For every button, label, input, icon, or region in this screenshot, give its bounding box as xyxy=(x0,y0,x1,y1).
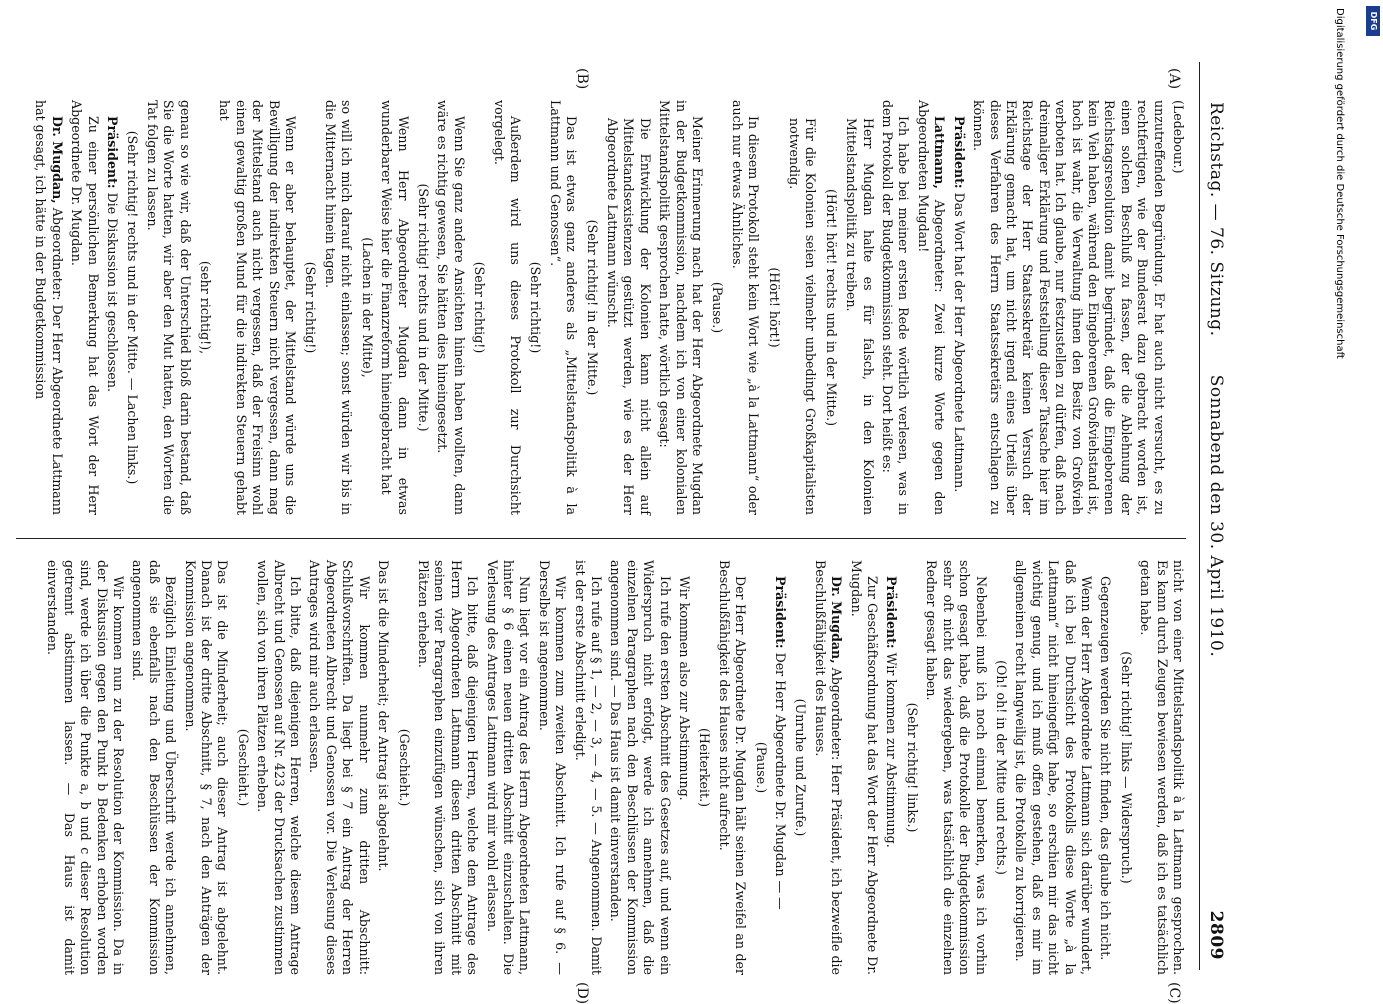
speaker-name: Dr. Mugdan, xyxy=(49,116,65,204)
speech-text: Abgeordneter: Der Herr Abgeordnete Lattmann hat gesagt, ich hätte in der Budgetkommission xyxy=(33,100,65,515)
paragraph: Das ist die Minderheit; der Antrag ist abgelehnt. xyxy=(376,560,392,872)
interjection: (Sehr richtig! rechts und in der Mitte. — Lachen links.) xyxy=(125,130,141,485)
dfg-logo-icon xyxy=(1366,6,1380,36)
speaker-name: Präsident: xyxy=(884,576,900,649)
interjection: (Sehr richtig! links — Widerspruch.) xyxy=(1118,651,1134,884)
running-head xyxy=(1199,62,1228,970)
margin-mark-b: (B) xyxy=(574,68,590,90)
paragraph: Wenn der Herr Abgeordnete Lattmann sich darüber wundert, daß ich bei Durchsicht des Protokolls diese Worte „à la Lattmann“ nicht hineingefügt habe, so erschien mir das nicht wichtig genug, und ich muß offen gestehen, daß es mir im allgemeinen recht langweilig ist, die Protokolle zu korrigieren. xyxy=(1013,560,1094,975)
paragraph: Wir kommen also zur Abstimmung. xyxy=(677,576,693,801)
interjection: (Hört! hört! rechts und in der Mitte.) xyxy=(823,188,839,426)
paragraph: nicht von einer Mittelstandspolitik à la Lattmann gesprochen. Es kann durch Zeugen bewiesen werden, daß ich es tatsächlich getan habe. xyxy=(1138,560,1186,975)
paragraph: Zu einer persönlichen Bemerkung hat das Wort der Herr Abgeordnete Dr. Mugdan. xyxy=(69,100,101,515)
column-divider xyxy=(16,538,1186,539)
paragraph: Meiner Erinnerung nach hat der Herr Abgeordnete Mugdan in der Budgetkommission, nachdem ich von einer kolonialen Mittelstandspolitik gesprochen hatte, wörtlich gesagt: xyxy=(657,100,706,515)
paragraph: Wenn Herr Abgeordneter Mugdan dann in etwas wunderbarer Weise hier die Finanzreform hineingebracht hat xyxy=(379,100,411,515)
speech-text: Der Herr Abgeordnete Dr. Mugdan — — xyxy=(773,652,789,910)
interjection: (Lachen in der Mitte), xyxy=(359,237,375,378)
paragraph: Ich rufe auf § 1, — 2, — 3, — 4, — 5. — Angenommen. Damit ist der erste Abschnitt erledigt. xyxy=(572,560,604,975)
page-number: 2809 xyxy=(1206,910,1226,960)
speech-text: Abgeordneter: Herr Präsident, ich bezweifle die Beschlußfähigkeit des Hauses. xyxy=(812,560,845,975)
speaker-name: Präsident: xyxy=(773,576,789,649)
interjection: (Hört! hört!) xyxy=(766,267,782,348)
paragraph: Ich bitte, daß diejenigen Herren, welche dem Antrage des Herrn Abgeordneten Lattmann diesen dritten Abschnitt mit seinen vier Paragraphen einzufügen wünschen, sich von ihren Plätzen erheben. xyxy=(415,560,481,975)
paragraph: Wir kommen zum zweiten Abschnitt. Ich rufe auf § 6. — Derselbe ist angenommen. xyxy=(536,560,569,975)
paragraph: Wenn Sie ganz andere Ansichten hinein haben wollten, dann wäre es richtig gewesen, Sie hätten dies hineingesetzt. xyxy=(435,100,467,515)
interjection: (Sehr richtig! rechts und in der Mitte.) xyxy=(415,183,431,432)
interjection: (Pause.) xyxy=(753,741,769,794)
quotation: Herr Mugdan halte es für falsch, in den Kolonien Mittelstandspolitik zu treiben. xyxy=(844,118,876,515)
interjection: (sehr richtig!), xyxy=(198,260,214,355)
interjection: (Heiterkeit.) xyxy=(697,728,713,807)
paragraph: unzutreffenden Begründung. Er hat auch nicht versucht, es zu rechtfertigen, wie der Bundesrat dazu gebracht worden ist, einen solchen Beschluß zu fassen, der die Ablehnung der Reichstagsresolution damit begründet, daß die Eingeborenen kein Vieh haben, während den Eingeborenen Großviehstand ist, hoch ist wahr, die Verwaltung ihnen den Besitz von Großvieh verboten hat. Ich glaube, nur festzustellen zu dürfen, daß nach dreimaliger Erklärung und Feststellung dieser Tatsache hier im Reichstage der Herr Staatssekretär keinen Versuch der Erklärung gemacht hat, um nicht irgend eines Urteils über dieses Verfahren des Herrn Staatssekretärs entschlagen zu können. xyxy=(971,100,1167,515)
paragraph: Das ist etwas ganz anderes als „Mittelstandspolitik à la Lattmann und Genossen“. xyxy=(547,100,580,515)
interjection: (Geschieht.) xyxy=(396,728,412,807)
speech-text: Die Diskussion ist geschlossen. xyxy=(105,192,121,392)
interjection: (Sehr richtig!) xyxy=(303,261,319,354)
interjection: (Sehr richtig!) xyxy=(528,261,544,354)
interjection: (Sehr richtig! in der Mitte.) xyxy=(584,219,600,396)
speaker-name: Präsident: xyxy=(105,116,121,189)
interjection: (Geschieht.) xyxy=(235,728,251,807)
speech-paragraph xyxy=(104,100,120,515)
margin-mark-a: (A) xyxy=(1166,68,1182,90)
paragraph: Bezüglich Einleitung und Überschrift werde ich annehmen, daß sie ebenfalls nach den Beschlüssen der Kommission angenommen sind. xyxy=(130,560,179,975)
interjection: (Sehr richtig! links.) xyxy=(904,702,920,833)
paragraph: Ich rufe den ersten Abschnitt des Gesetzes auf, und wenn ein Widerspruch nicht erfolgt, werde ich annehmen, daß die einzelnen Paragraphen nach den Beschlüssen der Kommission angenommen sind. — Das Haus ist damit einverstanden. xyxy=(608,560,673,975)
speaker-name: Präsident: xyxy=(951,116,967,189)
left-column xyxy=(29,100,1186,515)
speech-paragraph xyxy=(883,560,899,975)
header-session: Reichstag. — 76. Sitzung. xyxy=(1206,102,1226,337)
quotation: Für die Kolonien seien vielmehr unbedingt Großkapitalisten notwendig. xyxy=(787,118,819,515)
margin-mark-c: (C) xyxy=(1166,982,1182,1004)
paragraph: Wir kommen nunmehr zum dritten Abschnitt: Schlußvorschriften. Da liegt bei § 7 ein Antrag der Herren Abgeordneten Albrecht und Genossen vor. Die Verlesung dieses Antrages wird mir auch erlassen. xyxy=(307,560,372,975)
right-column xyxy=(41,560,1186,975)
interjection: (Unruhe und Zurufe.) xyxy=(793,698,809,837)
paragraph: genau so wie wir, daß der Unterschied bloß darin bestand, daß Sie die Worte hatten, wir aber den Mut hatten, den Worten die Tat folgen zu lassen. xyxy=(144,100,193,515)
paragraph: Zur Geschäftsordnung hat das Wort der Herr Abgeordnete Dr. Mugdan. xyxy=(848,560,881,975)
paragraph: Ich bitte, daß diejenigen Herren, welche diesem Antrage Albrecht und Genossen auf Nr. 423 der Drucksachen zustimmen wollen, sich von ihren Plätzen erheben. xyxy=(255,560,304,975)
speaker-name: Dr. Mugdan, xyxy=(829,576,845,664)
paragraph: In diesem Protokoll steht kein Wort wie „à la Lattmann“ oder auch nur etwas Ähnliches. xyxy=(729,100,762,515)
speech-text: Abgeordneter: Zwei kurze Worte gegen den Abgeordneten Mugdan! xyxy=(915,100,948,515)
speaker-name: Lattmann, xyxy=(932,116,948,189)
speech-text: Das Wort hat der Herr Abgeordnete Lattmann. xyxy=(951,192,967,493)
paragraph: Wir kommen nun zu der Resolution der Kommission. Da in der Diskussion gegen den Punkt b Bedenken erhoben worden sind, werde ich über die Punkte a, b und c dieser Resolution getrennt abstimmen lassen. — Das Haus ist damit einverstanden. xyxy=(45,560,127,975)
speech-paragraph xyxy=(772,560,788,975)
speech-paragraph xyxy=(950,100,966,515)
speech-paragraph xyxy=(32,100,65,515)
speech-paragraph xyxy=(811,560,844,975)
quotation: Die Entwicklung der Kolonien kann nicht allein auf Mittelstandsexistenzen gestützt werden, wie es der Herr Abgeordnete Lattmann wünscht. xyxy=(605,118,653,515)
margin-mark-d: (D) xyxy=(574,982,590,1004)
paragraph: Gegenzeugen werden Sie nicht finden, das glaube ich nicht. xyxy=(1098,576,1114,961)
paragraph: so will ich mich darauf nicht einlassen; sonst würden wir bis in die Mitternacht hinein tagen. xyxy=(322,100,355,515)
paragraph: Nun liegt vor ein Antrag des Herrn Abgeordneten Lattmann, hinter § 6 einen neuen dritten Abschnitt einzuschalten. Die Verlesung des Antrages Lattmann wird mir wohl erlassen. xyxy=(484,560,533,975)
speech-paragraph xyxy=(915,100,948,515)
dfg-logo-text: DFG xyxy=(1369,11,1378,31)
paragraph: Das ist die Minderheit; auch dieser Antrag ist abgelehnt. Danach ist der dritte Abschnitt, § 7, nach den Anträgen der Kommission angenommen. xyxy=(182,560,231,975)
interjection: (Oh! oh! in der Mitte und rechts.) xyxy=(993,660,1009,875)
paragraph: Wenn er aber behauptet, der Mittelstand würde uns die Bewilligung der indirekten Steuern nicht vergessen, dann mag der Mittelstand auch nicht vergessen, daß der Freisinn wohl einen gewaltig großen Mund für die indirekten Steuern gehabt hat xyxy=(217,100,299,515)
interjection: (Sehr richtig!) xyxy=(472,261,488,354)
interjection: (Pause.) xyxy=(710,281,726,334)
paragraph: Nebenbei muß ich noch einmal bemerken, was ich vorhin schon gesagt habe, daß die Protokolle der Budgetkommission sehr oft nicht das wiedergeben, was tatsächlich die einzelnen Redner gesagt haben. xyxy=(924,560,989,975)
header-date: Sonnabend den 30. April 1910. xyxy=(1206,374,1226,658)
digitization-credit xyxy=(1330,8,1348,992)
paragraph: Der Herr Abgeordnete Dr. Mugdan hält seinen Zweifel an der Beschlußfähigkeit des Hauses nicht aufrecht. xyxy=(716,560,749,975)
credit-text: Digitalisierung gefördert durch die Deutsche Forschungsgemeinschaft xyxy=(1334,8,1345,359)
speech-text: Wir kommen zur Abstimmung. xyxy=(884,652,900,848)
paragraph: Außerdem wird uns dieses Protokoll zur Durchsicht vorgelegt. xyxy=(491,100,523,515)
speaker-context-note: (Ledebour.) xyxy=(1171,100,1186,174)
paragraph: Ich habe bei meiner ersten Rede wörtlich verlesen, was in dem Protokoll der Budgetkommission steht. Dort heißt es: xyxy=(880,100,912,515)
